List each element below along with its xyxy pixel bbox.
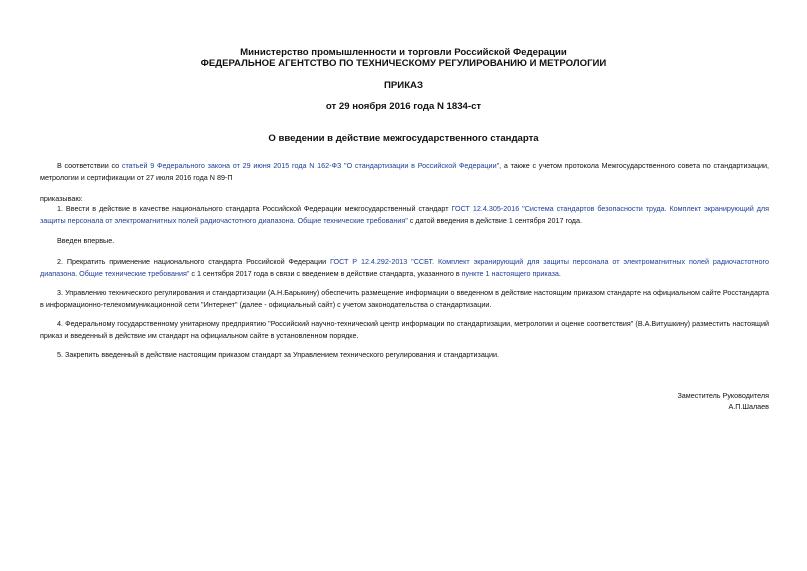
item-1-paragraph [40,203,769,226]
document-type: ПРИКАЗ [384,80,423,91]
gost-12-4-305-link[interactable]: ГОСТ 12.4.305-2016 "Система стандартов безопасности труда. Комплект экранирующий для защиты персонала от электромагнитных полей радиочастотного диапазона. Общие технические требования" [40,204,769,225]
ministry-title: Министерство промышленности и торговли Российской Федерации [240,47,567,58]
signatory-position: Заместитель Руководителя [677,391,769,400]
item-4-paragraph: 4. Федеральному государственному унитарному предприятию "Российский научно-технический центр информации по стандартизации, метрологии и оценке соответствия" (В.А.Витушкину) разместить настоящий приказ и введенный в действие им стандарт на официальном сайте в установленном порядке. [40,319,769,340]
item-5-paragraph: 5. Закрепить введенный в действие настоящим приказом стандарт за Управлением технического регулирования и стандартизации. [57,350,499,359]
signatory-name: А.П.Шалаев [728,402,769,411]
item-1-text-1: 1. Ввести в действие в качестве национального стандарта Российской Федерации межгосударственный стандарт [57,204,452,213]
preamble-text-2: , а также с учетом протокола Межгосударственного совета по стандартизации, метрологии и сертификации от 27 июля 2016 года N 89-П [40,161,769,182]
item-2-text-3: . [558,268,561,278]
agency-title: ФЕДЕРАЛЬНОЕ АГЕНТСТВО ПО ТЕХНИЧЕСКОМУ РЕГУЛИРОВАНИЮ И МЕТРОЛОГИИ [200,58,607,69]
order-word: приказываю: [40,194,83,203]
preamble-paragraph [40,160,769,183]
document-date-number: от 29 ноября 2016 года N 1834-ст [325,101,482,112]
item-3-paragraph: 3. Управлению технического регулирования и стандартизации (А.Н.Барыкину) обеспечить размещение информации о введенном в действие настоящим приказом стандарте на официальном сайте Росстандарта в информационно-телекоммуникационной сети "Интернет" (далее - официальный сайт) с учетом законодательства о стандартизации. [40,288,769,309]
clause-1-link[interactable]: пункте 1 настоящего приказа [461,268,559,278]
item-2-text-2: с 1 сентября 2017 года в связи с введением в действие стандарта, указанного в [189,268,462,278]
preamble-text-1: В соответствии со [57,161,122,170]
item-2-paragraph [40,256,769,279]
gost-r-12-4-292-link[interactable]: ГОСТ Р 12.4.292-2013 "ССБТ. Комплект экранирующий для защиты персонала от электромагнитных полей радиочастотного диапазона. Общие технические требования" [40,257,769,278]
item-2-text-1: 2. Прекратить применение национального стандарта Российской Федерации [57,257,330,266]
item-1-text-2: с датой введения в действие 1 сентября 2017 года. [407,215,582,225]
document-subject: О введении в действие межгосударственного стандарта [268,133,539,144]
introduced-first-note: Введен впервые. [57,236,115,245]
federal-law-link[interactable]: статьей 9 Федерального закона от 29 июня 2015 года N 162-ФЗ "О стандартизации в Российской Федерации" [121,161,500,170]
